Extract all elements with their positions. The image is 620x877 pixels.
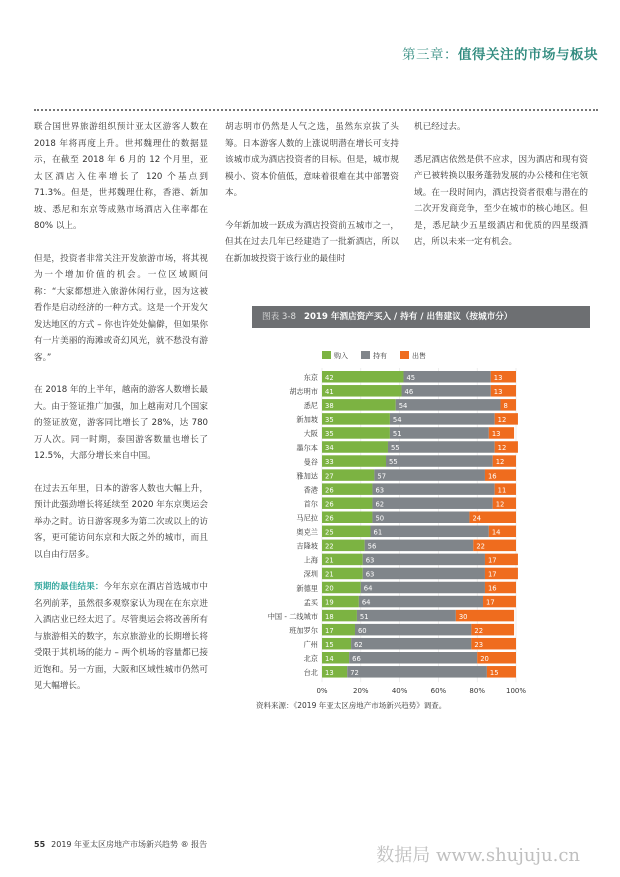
data-label: 46: [404, 387, 414, 396]
data-label: 66: [352, 654, 361, 663]
x-tick-label: 40%: [391, 687, 408, 696]
data-label: 35: [325, 430, 334, 439]
source-note: 资料来源：《2019 年亚太区房地产市场新兴趋势》调查。: [256, 701, 447, 710]
bar-segment: [355, 624, 471, 636]
data-label: 63: [365, 556, 375, 565]
chart-title-bar: [252, 306, 590, 328]
bar-segment: [372, 497, 492, 509]
bar-segment: [402, 385, 491, 397]
data-label: 20: [480, 654, 489, 663]
data-label: 13: [493, 373, 503, 382]
category-label: 雅加达: [296, 471, 318, 481]
data-label: 21: [325, 556, 334, 565]
chapter-heading: [402, 43, 598, 63]
data-label: 19: [325, 598, 334, 607]
data-label: 38: [325, 402, 334, 410]
data-label: 27: [325, 472, 334, 481]
bar-segment: [357, 610, 456, 622]
text-column-3: [414, 119, 588, 267]
data-label: 72: [350, 668, 359, 677]
category-label: 孟买: [303, 597, 318, 607]
legend-label: 购入: [334, 352, 348, 360]
category-label: 胡志明市: [289, 387, 318, 397]
data-label: 20: [325, 584, 334, 593]
data-label: 25: [325, 528, 334, 537]
category-label: 大阪: [303, 429, 318, 439]
paragraph: 但是，投资者非常关注开发旅游市场，将其视为一个增加价值的机会。一位区域顾问称：“大家都想进入旅游休闲行业，因为这被看作是启动经济的一种方式。这是一个开发欠发达地区的方式 – 你也许处处偏僻，但如果你有一片美丽的海滩或奇幻风光，就不愁没有游客。”: [34, 253, 208, 363]
x-tick-label: 0%: [316, 687, 328, 696]
category-label: 香港: [303, 485, 318, 495]
category-label: 广州: [303, 639, 318, 649]
chapter-number: 第三章：: [402, 47, 458, 63]
data-label: 8: [503, 402, 508, 410]
bar-segment: [390, 413, 495, 425]
x-tick-label: 20%: [353, 687, 369, 696]
highlight-label: 预期的最佳结果：: [34, 582, 104, 592]
category-label: 深圳: [303, 569, 318, 579]
category-label: 中国 - 二线城市: [267, 611, 318, 621]
bar-segment: [363, 568, 485, 580]
data-label: 14: [325, 654, 334, 663]
category-label: 马尼拉: [296, 513, 318, 523]
category-label: 首尔: [303, 499, 318, 509]
paragraph-text: 今年东京在酒店首选城市中名列前茅，虽然很多观察家认为现在在东京进入酒店业已经太迟了。尽管奥运会将改善所有与旅游相关的数字，东京旅游业的长期增长将受限于其机场的能力 – 两个机场的容量都已接近饱和。另一方面，大阪和区域性城市仍然可见大幅增长。: [34, 582, 208, 691]
data-label: 17: [486, 598, 495, 607]
data-label: 14: [491, 528, 501, 537]
data-label: 55: [389, 458, 398, 467]
data-label: 22: [325, 542, 334, 551]
paragraph: 悉尼酒店依然是供不应求，因为酒店和现有资产已被转换以服务蓬勃发展的办公楼和住宅领域。在一段时间内，酒店投资者很难与潜在的二次开发商竞争，至少在城市的核心地区。但是，悉尼缺少五星级酒店和优质的四星级酒店，所以未来一定有机会。: [414, 154, 588, 247]
bar-segment: [372, 512, 469, 524]
legend-swatch: [322, 351, 331, 359]
x-tick-label: 60%: [430, 687, 447, 696]
chart-figure: [252, 306, 590, 726]
bar-segment: [371, 526, 489, 538]
data-label: 51: [359, 612, 369, 621]
data-label: 57: [377, 472, 387, 481]
data-label: 35: [325, 416, 334, 425]
paragraph: 联合国世界旅游组织预计亚太区游客人数在 2018 年将再度上升。世邦魏理仕的数据显示，在截至 2018 年 6 月的 12 个月里，亚太区酒店入住率增长了 120 个基点到 71.3%。但是，世邦魏理仕称，香港、新加坡、悉尼和东京等成熟市场酒店入住率都在 80% 以上。: [34, 122, 208, 231]
data-label: 17: [487, 570, 497, 579]
bar-segment: [365, 540, 474, 552]
data-label: 55: [390, 444, 400, 453]
category-label: 墨尔本: [296, 443, 318, 453]
legend-swatch: [361, 351, 370, 359]
figure-label: 图表 3-8: [262, 312, 296, 322]
data-label: 15: [325, 640, 334, 649]
data-label: 17: [325, 626, 334, 635]
category-label: 北京: [303, 654, 318, 663]
data-label: 62: [354, 640, 363, 649]
category-label: 悉尼: [303, 401, 318, 411]
category-label: 上海: [303, 555, 318, 565]
data-label: 50: [375, 514, 385, 523]
bar-segment: [359, 596, 483, 608]
data-label: 64: [363, 584, 373, 593]
chart-title: 2019 年酒店资产买入 / 持有 / 出售建议（按城市分）: [303, 312, 513, 322]
watermark: 数据局 www.shujuju.cn: [376, 845, 580, 866]
data-label: 12: [497, 444, 507, 453]
page-number: 55: [34, 840, 46, 849]
bar-segment: [322, 371, 403, 383]
chapter-title: 值得关注的市场与板块: [458, 47, 598, 63]
bar-segment: [361, 582, 485, 594]
data-label: 26: [325, 486, 334, 495]
category-label: 新加坡: [296, 415, 318, 425]
bar-segment: [347, 666, 487, 678]
category-label: 曼谷: [303, 457, 318, 467]
x-tick-label: 100%: [505, 687, 527, 696]
data-label: 64: [361, 598, 371, 607]
data-label: 56: [367, 542, 377, 551]
data-label: 22: [476, 542, 485, 551]
data-label: 12: [495, 500, 505, 509]
data-label: 51: [392, 430, 402, 439]
bar-segment: [388, 441, 495, 453]
data-label: 30: [458, 612, 468, 621]
data-label: 54: [398, 402, 408, 410]
text-column-1: [34, 119, 208, 711]
paragraph: 胡志明市仍然是人气之选，虽然东京拔了头筹。日本游客人数的上涨说明潜在增长可支持该城市成为酒店投资者的目标。但是，城市规模小、资本价值低，意味着很难在其中部署资本。: [225, 122, 399, 198]
data-label: 26: [325, 500, 334, 509]
legend-label: 出售: [412, 352, 426, 360]
category-label: 东京: [303, 373, 318, 382]
data-label: 34: [325, 444, 334, 453]
data-label: 41: [325, 387, 334, 396]
paragraph: 今年新加坡一跃成为酒店投资前五城市之一，但其在过去几年已经建造了一批新酒店，所以在新加坡投资于该行业的最佳时: [225, 220, 399, 264]
data-label: 16: [487, 472, 497, 481]
data-label: 12: [497, 416, 507, 425]
category-label: 奥克兰: [296, 527, 318, 537]
bar-segment: [349, 652, 477, 664]
x-tick-label: 80%: [469, 687, 485, 696]
data-label: 13: [325, 668, 334, 677]
data-label: 11: [497, 486, 507, 495]
paragraph: 机已经过去。: [414, 122, 466, 132]
bar-segment: [322, 385, 402, 397]
bar-segment: [386, 455, 493, 467]
data-label: 18: [325, 612, 334, 621]
data-label: 12: [495, 458, 505, 467]
data-label: 42: [325, 373, 334, 382]
data-label: 24: [472, 514, 482, 523]
data-label: 54: [392, 416, 402, 425]
category-label: 班加罗尔: [289, 625, 318, 635]
data-label: 17: [487, 556, 497, 565]
category-label: 吉隆坡: [296, 541, 318, 551]
page-footer: [34, 839, 207, 850]
legend-label: 持有: [373, 352, 387, 360]
data-label: 15: [489, 668, 499, 677]
bar-segment: [390, 427, 489, 439]
data-label: 16: [487, 584, 497, 593]
bar-segment: [374, 469, 485, 481]
data-label: 13: [493, 387, 503, 396]
data-label: 23: [474, 640, 484, 649]
data-label: 61: [373, 528, 383, 537]
data-label: 62: [375, 500, 385, 509]
text-column-2: [225, 119, 399, 283]
data-label: 26: [325, 514, 334, 523]
data-label: 33: [325, 458, 334, 467]
data-label: 21: [325, 570, 334, 579]
category-label: 新德里: [296, 583, 318, 593]
paragraph: 在过去五年里，日本的游客人数也大幅上升，预计此强劲增长将延续至 2020 年东京奥运会举办之时。访日游客现多为第二次或以上的访客，更可能访问东京和大阪之外的城市，而且以自由行居多。: [34, 483, 208, 560]
bar-segment: [351, 638, 471, 650]
data-label: 22: [474, 626, 484, 635]
stacked-bar-chart: [252, 328, 590, 718]
paragraph: 在 2018 年的上半年，越南的游客人数增长最大。由于签证推广加强，加上越南对几个国家的签证放宽，游客同比增长了 28%，达 780 万人次。同一时期，泰国游客数量也增长了 12.5%，大部分增长来自中国。: [34, 385, 208, 461]
dotted-divider: [34, 109, 598, 111]
footer-text: 2019 年亚太区房地产市场新兴趋势 ® 报告: [51, 840, 208, 849]
data-label: 45: [406, 373, 416, 382]
bar-segment: [363, 554, 485, 566]
paragraph: [34, 579, 208, 695]
data-label: 13: [491, 430, 501, 439]
bar-segment: [403, 371, 490, 383]
data-label: 63: [365, 570, 375, 579]
legend-swatch: [400, 351, 409, 359]
bar-segment: [396, 399, 501, 411]
data-label: 63: [375, 486, 385, 495]
data-label: 60: [357, 626, 367, 635]
category-label: 台北: [303, 668, 318, 678]
bar-segment: [372, 483, 494, 495]
